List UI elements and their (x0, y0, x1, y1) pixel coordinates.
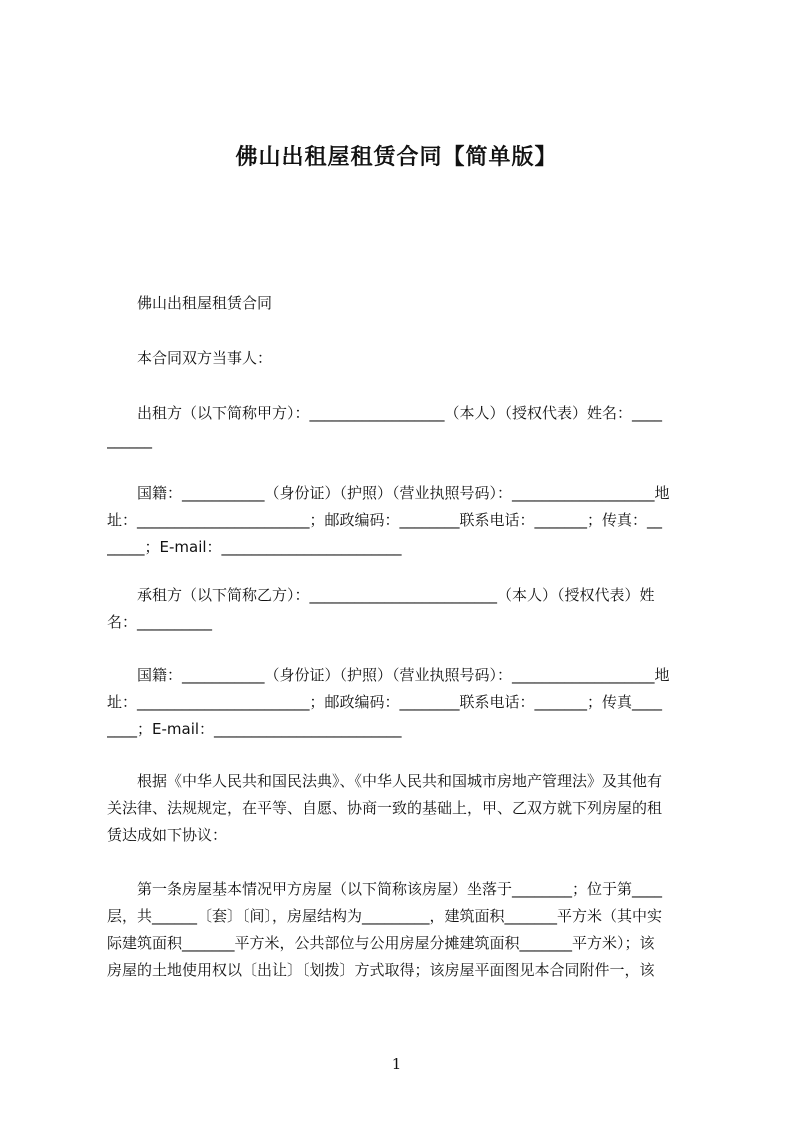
text-line: 佛山出租屋租赁合同 (107, 294, 273, 312)
text-line: 际建筑面积_______平方米，公共部位与公用房屋分摊建筑面积_______平方米）；该 (107, 934, 655, 952)
text-line: 关法律、法规规定，在平等、自愿、协商一致的基础上，甲、乙双方就下列房屋的租 (107, 799, 663, 817)
text-line: ______ (107, 431, 152, 449)
page-number: 1 (391, 1055, 402, 1073)
text-line: 层，共______〔套〕〔间〕，房屋结构为_________，建筑面积_______平方米（其中实 (107, 907, 663, 925)
paragraph-subtitle (107, 290, 707, 317)
text-line: 承租方（以下简称乙方）：_________________________（本人）（授权代表）姓 (107, 586, 655, 604)
text-line: ____；E-mail：_________________________ (107, 720, 402, 738)
text-line: _____；E-mail：________________________ (107, 538, 402, 556)
paragraph-article-one (107, 876, 707, 984)
paragraph-lessor-details (107, 480, 707, 561)
document-title: 佛山出租屋租赁合同【简单版】 (235, 145, 558, 170)
text-line: 址：_______________________；邮政编码：________联系电话：_______；传真：__ (107, 511, 663, 529)
text-line: 本合同双方当事人： (107, 349, 273, 367)
text-line: 国籍：___________（身份证）（护照）（营业执照号码）：___________________地 (107, 666, 670, 684)
paragraph-legal-basis (107, 768, 707, 849)
paragraph-lessee-details (107, 662, 707, 743)
text-line: 出租方（以下简称甲方）：__________________（本人）（授权代表）姓名：____ (107, 404, 663, 422)
text-line: 国籍：___________（身份证）（护照）（营业执照号码）：___________________地 (107, 484, 670, 502)
text-line: 根据《中华人民共和国民法典》、《中华人民共和国城市房地产管理法》及其他有 (107, 772, 663, 790)
paragraph-lessor-line (107, 400, 707, 454)
paragraph-parties-intro (107, 345, 707, 372)
paragraph-lessee-line (107, 582, 707, 636)
text-line: 赁达成如下协议： (107, 826, 228, 844)
text-line: 址：_______________________；邮政编码：________联系电话：_______；传真____ (107, 693, 663, 711)
text-line: 名：__________ (107, 613, 213, 631)
text-line: 房屋的土地使用权以〔出让〕〔划拨〕方式取得；该房屋平面图见本合同附件一，该 (107, 961, 655, 979)
text-line: 第一条房屋基本情况甲方房屋（以下简称该房屋）坐落于________；位于第____ (107, 880, 663, 898)
